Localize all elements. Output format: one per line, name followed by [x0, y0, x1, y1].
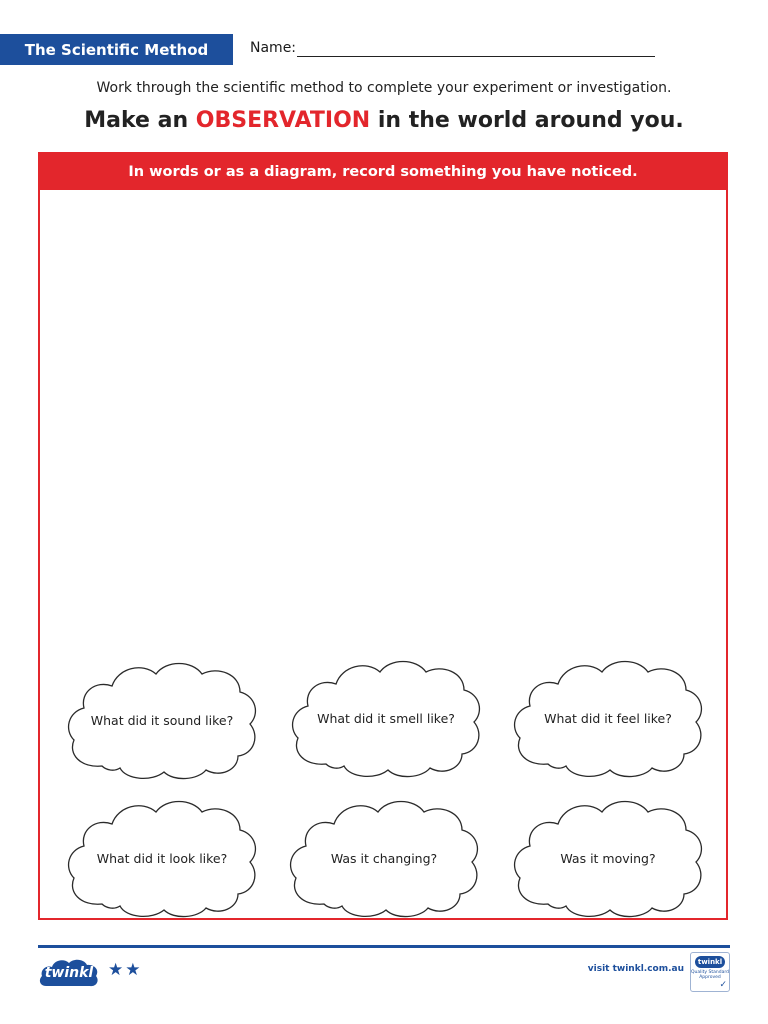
heading-highlight: OBSERVATION	[195, 108, 371, 133]
heading-after: in the world around you.	[370, 108, 684, 133]
cloud-question: What did it sound like?	[90, 712, 234, 728]
intro-text: Work through the scientific method to complete your experiment or investigation.	[96, 80, 672, 96]
quality-standard-badge	[690, 952, 730, 992]
worksheet-title-tab: The Scientific Method	[0, 34, 233, 65]
heading-before: Make an	[84, 108, 196, 133]
cloud-smell	[286, 656, 486, 780]
cloud-question: Was it changing?	[330, 850, 438, 866]
badge-text: Quality Standard Approved	[691, 970, 729, 980]
cloud-moving	[508, 796, 708, 920]
name-write-line[interactable]	[297, 56, 655, 57]
cloud-feel	[508, 656, 708, 780]
twinkl-logo[interactable]	[38, 956, 100, 990]
cloud-sound	[62, 658, 262, 782]
cloud-changing	[284, 796, 484, 920]
cloud-question: What did it look like?	[96, 850, 228, 866]
footer-rule	[38, 945, 730, 948]
observation-banner: In words or as a diagram, record something you have noticed.	[40, 154, 726, 190]
cloud-question: What did it feel like?	[544, 710, 672, 726]
name-label: Name:	[250, 40, 297, 56]
page-heading	[0, 108, 768, 133]
twinkl-logo-text: twinkl	[44, 965, 94, 981]
star-rating-icons: ★★	[108, 960, 143, 980]
cloud-question: Was it moving?	[560, 850, 656, 866]
cloud-look	[62, 796, 262, 920]
visit-link[interactable]: visit twinkl.com.au	[587, 964, 684, 974]
check-icon: ✓	[719, 980, 727, 990]
cloud-question: What did it smell like?	[317, 710, 455, 726]
badge-logo: twinkl	[695, 956, 725, 968]
